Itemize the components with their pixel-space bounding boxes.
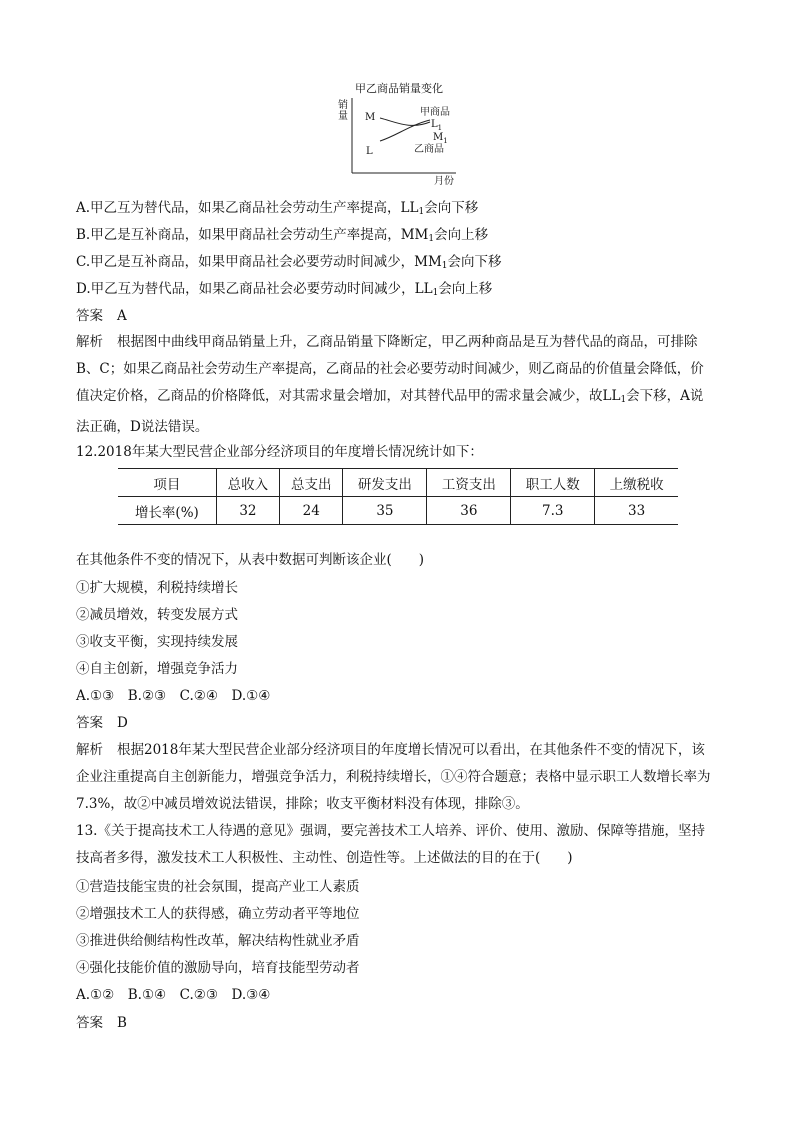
q11-analysis: 解析 根据图中曲线甲商品销量上升，乙商品销量下降断定，甲乙两种商品是互为替代品的商品，可排除B、C；如果乙商品社会劳动生产率提高，乙商品的社会必要劳动时间减少，则乙商品的价值量会降低，价值决定价格，乙商品的价格降低，对其需求量会增加，对其替代品甲的需求量会减少，故$LL_1$会下移，A说法正确，D说法错误。 [76,334,704,435]
table-row-label: 增长率(%) [118,497,216,525]
curve-LL1 [380,120,430,141]
x-axis-label: 月份 [434,176,454,187]
q12-item-3: ③收支平衡，实现持续发展 [76,634,238,650]
q11-option-c: C.甲乙是互补商品，如果甲商品社会必要劳动时间减少，$MM_1$会向下移 [76,254,502,271]
q12-item-1: ①扩大规模，利税持续增长 [76,580,238,596]
label-M1: $M_1$ [433,132,448,145]
q13-item-2: ②增强技术工人的获得感，确立劳动者平等地位 [76,906,360,922]
q12-item-2: ②减员增效，转变发展方式 [76,607,238,623]
figure-title: 甲乙商品销量变化 [355,82,443,95]
q13-item-3: ③推进供给侧结构性改革，解决结构性就业矛盾 [76,933,360,949]
sales-change-figure [334,80,464,190]
table-header-cell: 研发支出 [343,469,427,497]
q11-option-b: B.甲乙是互补商品，如果甲商品社会劳动生产率提高，$MM_1$会向上移 [76,227,489,244]
label-L: L [366,146,373,157]
label-jia-goods: 甲商品 [420,107,450,118]
table-cell: 33 [595,497,678,525]
q13-item-4: ④强化技能价值的激励导向，培育技能型劳动者 [76,960,360,976]
table-header-row [118,469,678,497]
q12-options: A.①③ B.②③ C.②④ D.①④ [76,688,271,704]
table-header-cell: 工资支出 [427,469,511,497]
label-L1: $L_1$ [431,119,443,132]
q13-item-1: ①营造技能宝贵的社会氛围，提高产业工人素质 [76,879,360,895]
table-cell: 24 [280,497,343,525]
table-cell: 35 [343,497,427,525]
growth-table [118,468,678,525]
q11-answer: 答案 A [76,308,127,324]
table-cell: 7.3 [511,497,595,525]
q13-options: A.①② B.①④ C.②③ D.③④ [76,987,271,1003]
table-header-cell: 总支出 [280,469,343,497]
y-axis-label: 销量 [338,100,348,122]
q11-option-a: A.甲乙互为替代品，如果乙商品社会劳动生产率提高，$LL_1$会向下移 [76,200,479,217]
q12-answer: 答案 D [76,715,128,731]
table-header-cell: 项目 [118,469,216,497]
q12-item-4: ④自主创新，增强竞争活力 [76,661,238,677]
q12-question: 在其他条件不变的情况下，从表中数据可判断该企业( ) [76,552,425,568]
table-header-cell: 职工人数 [511,469,595,497]
q12-analysis: 解析 根据2018年某大型民营企业部分经济项目的年度增长情况可以看出，在其他条件不变的情况下，该企业注重提高自主创新能力，增强竞争活力，利税持续增长，①④符合题意；表格中显示职工人数增长率为7.3%，故②中减员增效说法错误，排除；收支平衡材料没有体现，排除③。 [76,742,711,812]
table-header-cell: 总收入 [216,469,279,497]
label-M: M [365,112,376,123]
table-cell: 32 [216,497,279,525]
table-header-cell: 上缴税收 [595,469,678,497]
table-cell: 36 [427,497,511,525]
q13-stem: 13.《关于提高技术工人待遇的意见》强调，要完善技术工人培养、评价、使用、激励、保障等措施，坚持技高者多得，激发技术工人积极性、主动性、创造性等。上述做法的目的在于( ) [76,823,705,866]
table-row [118,497,678,525]
label-yi-goods: 乙商品 [414,144,444,155]
q12-stem: 12.2018年某大型民营企业部分经济项目的年度增长情况统计如下： [76,444,483,460]
q11-option-d: D.甲乙互为替代品，如果乙商品社会必要劳动时间减少，$LL_1$会向上移 [76,281,493,298]
curve-MM1 [380,118,430,125]
q13-answer: 答案 B [76,1015,127,1031]
